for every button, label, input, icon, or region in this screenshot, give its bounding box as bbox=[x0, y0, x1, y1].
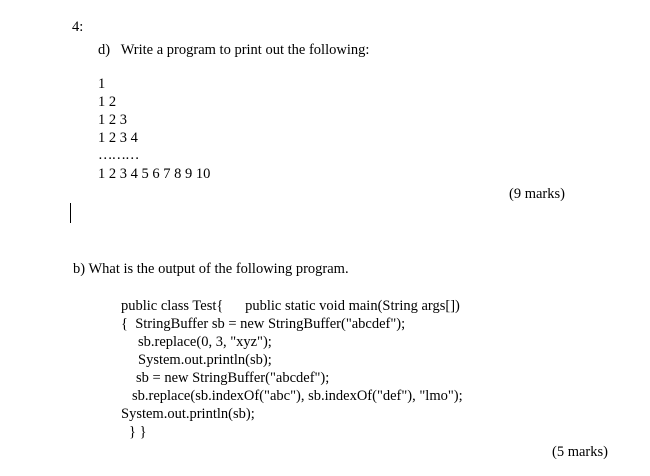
part-b-prompt: b) What is the output of the following program. bbox=[73, 261, 349, 277]
part-d-prompt: d) Write a program to print out the following: bbox=[98, 42, 370, 58]
code-line: sb = new StringBuffer("abcdef"); bbox=[136, 370, 330, 386]
text-cursor[interactable] bbox=[70, 203, 71, 223]
pattern-line: 1 2 bbox=[98, 94, 117, 110]
pattern-line: 1 bbox=[98, 76, 106, 92]
code-line: public class Test{ public static void main(String args[]) bbox=[121, 298, 460, 314]
pattern-line: 1 2 3 4 bbox=[98, 130, 138, 146]
pattern-line: 1 2 3 4 5 6 7 8 9 10 bbox=[98, 166, 211, 182]
part-d-marks: (9 marks) bbox=[509, 186, 565, 202]
code-line: System.out.println(sb); bbox=[121, 406, 255, 422]
pattern-ellipsis: ……… bbox=[98, 147, 139, 163]
code-line: } } bbox=[129, 424, 147, 440]
code-line: sb.replace(sb.indexOf("abc"), sb.indexOf("def"), "lmo"); bbox=[132, 388, 463, 404]
question-number: 4: bbox=[72, 19, 84, 35]
part-b-marks: (5 marks) bbox=[552, 444, 608, 460]
code-line: { StringBuffer sb = new StringBuffer("abcdef"); bbox=[121, 316, 406, 332]
code-line: System.out.println(sb); bbox=[138, 352, 272, 368]
code-line: sb.replace(0, 3, "xyz"); bbox=[138, 334, 272, 350]
pattern-line: 1 2 3 bbox=[98, 112, 127, 128]
